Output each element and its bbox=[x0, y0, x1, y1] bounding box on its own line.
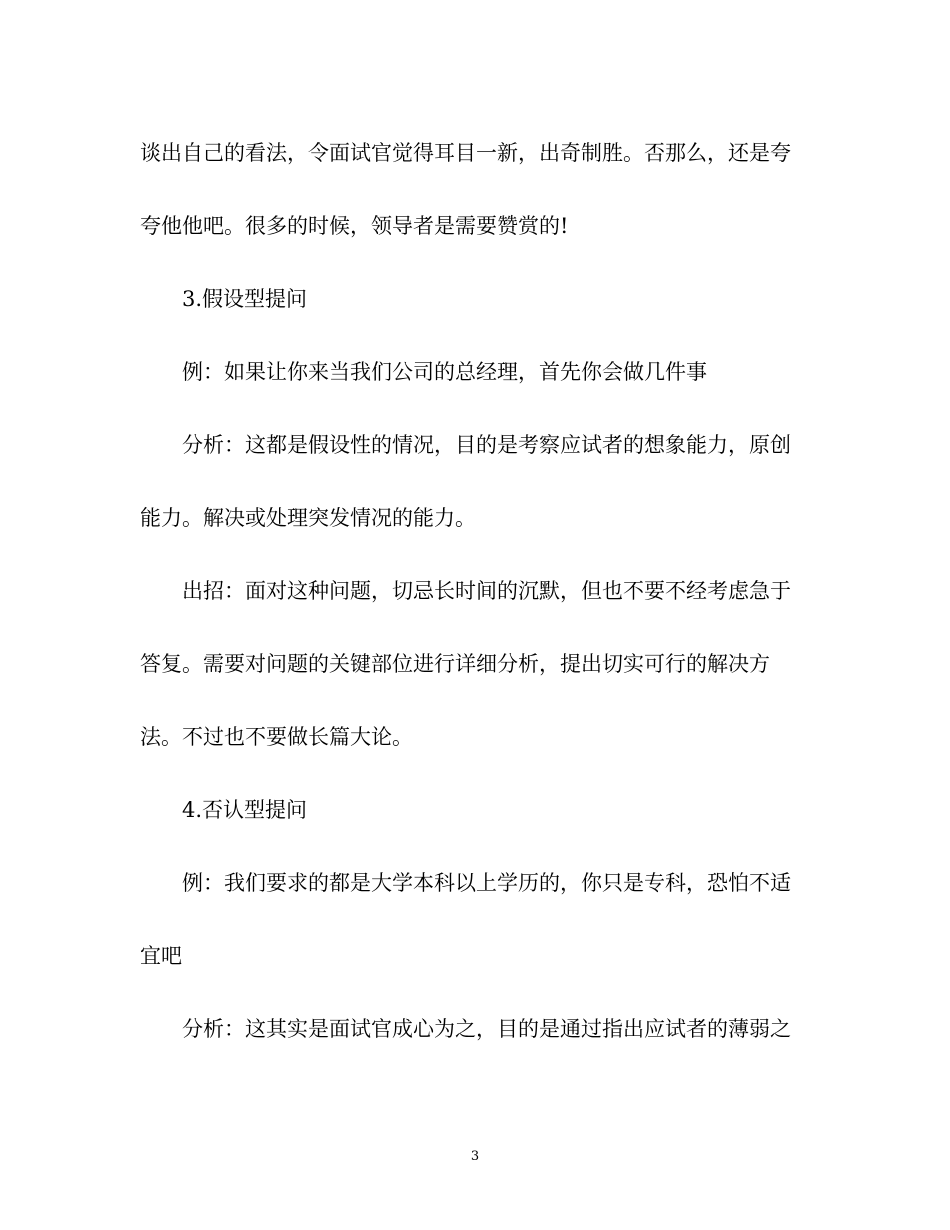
page-number: 3 bbox=[470, 1149, 480, 1164]
text-line: 例：我们要求的都是大学本科以上学历的，你只是专科，恐怕不适 bbox=[182, 871, 791, 895]
text-line: 分析：这其实是面试官成心为之，目的是通过指出应试者的薄弱之 bbox=[182, 1017, 791, 1041]
text-line: 宜吧 bbox=[140, 944, 182, 968]
text-line: 夸他他吧。很多的时候，领导者是需要赞赏的! bbox=[140, 214, 569, 238]
section-heading: 4.否认型提问 bbox=[182, 798, 308, 822]
text-line: 出招：面对这种问题，切忌长时间的沉默，但也不要不经考虑急于 bbox=[182, 579, 791, 603]
text-line: 答复。需要对问题的关键部位进行详细分析，提出切实可行的解决方 bbox=[140, 652, 770, 676]
text-line: 分析：这都是假设性的情况，目的是考察应试者的想象能力，原创 bbox=[182, 433, 791, 457]
text-line: 法。不过也不要做长篇大论。 bbox=[140, 725, 413, 749]
section-heading: 3.假设型提问 bbox=[182, 287, 308, 311]
text-line: 例：如果让你来当我们公司的总经理，首先你会做几件事 bbox=[182, 360, 707, 384]
text-line: 谈出自己的看法，令面试官觉得耳目一新，出奇制胜。否那么，还是夸 bbox=[140, 141, 791, 165]
text-line: 能力。解决或处理突发情况的能力。 bbox=[140, 506, 476, 530]
